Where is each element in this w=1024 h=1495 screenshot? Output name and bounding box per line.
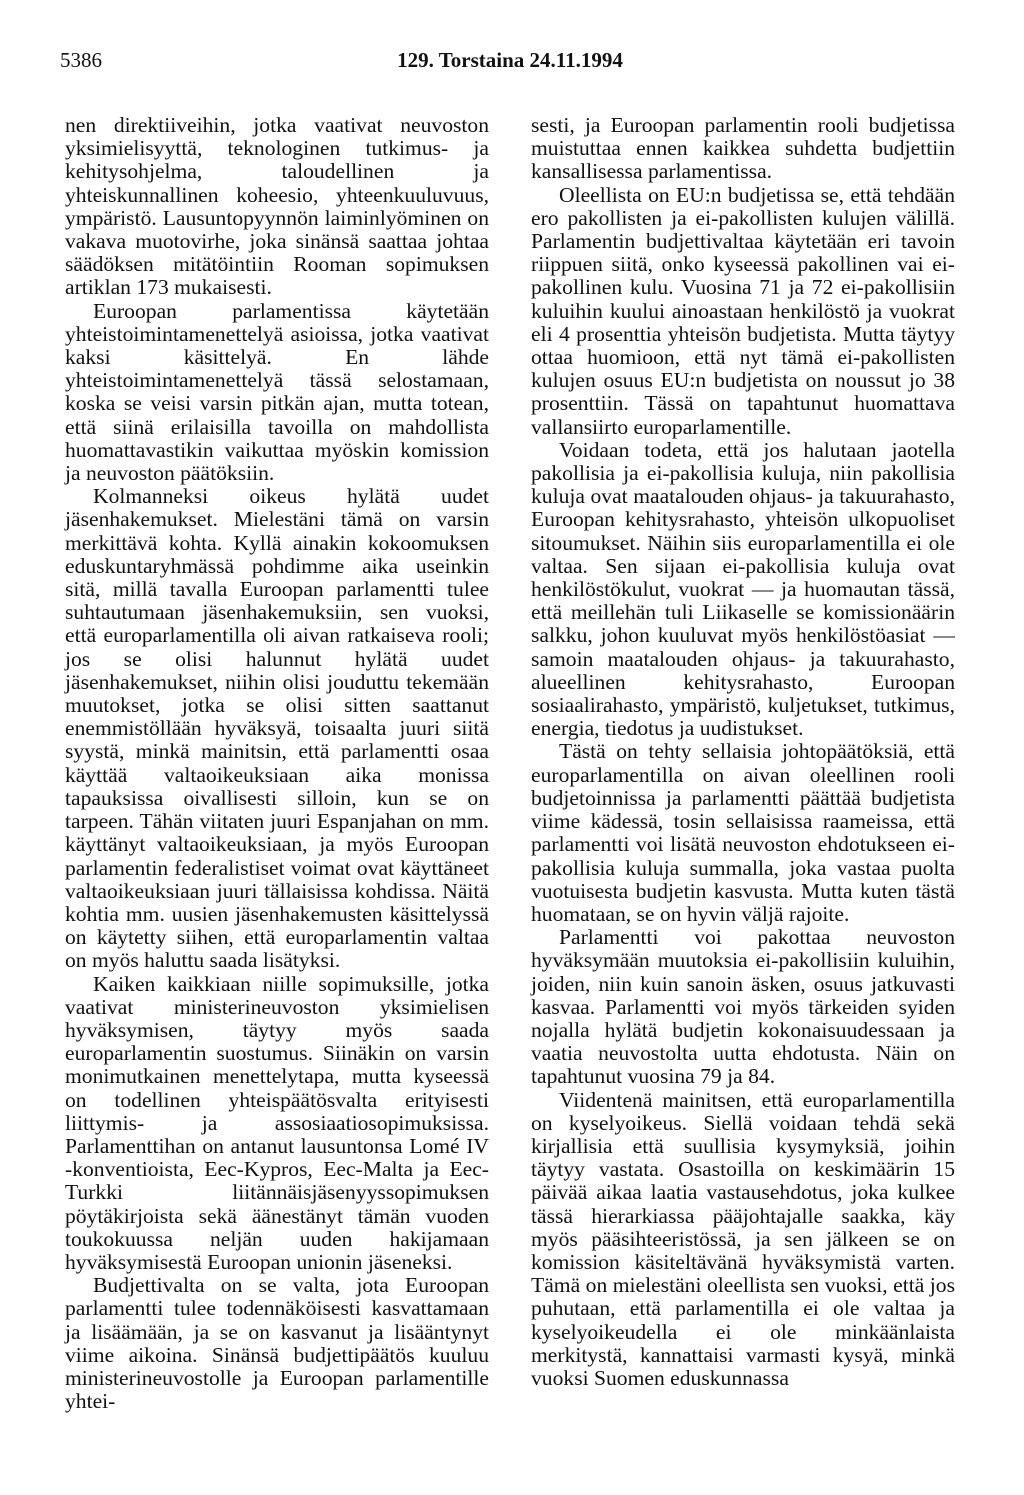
paragraph: Euroopan parlamentissa käytetään yhteistoimintamenettelyä asioissa, jotka vaativat kaksi käsittelyä. En lähde yhteistoimintamenettelyä tässä selostamaan, koska se veisi varsin pitkän ajan, mutta totean, että siinä erilaisilla tavoilla on mahdollista huomattavastikin vaikuttaa myöskin komission ja neuvoston päätöksiin. xyxy=(65,298,489,486)
page-header xyxy=(60,48,960,78)
paragraph: nen direktiiveihin, jotka vaativat neuvoston yksimielisyyttä, teknologinen tutkimus- ja kehitysohjelma, taloudellinen ja yhteiskunnallinen koheesio, yhteenkuuluvuus, ympäristö. Lausuntopyynnön laiminlyöminen on vakava muotovirhe, joka sinänsä saattaa johtaa säädöksen mitätöintiin Rooman sopimuksen artiklan 173 mukaisesti. xyxy=(65,113,489,300)
paragraph: Voidaan todeta, että jos halutaan jaotella pakollisia ja ei-pakollisia kuluja, niin pakollisia kuluja ovat maatalouden ohjaus- ja takuurahasto, Euroopan kehitysrahasto, yhteisön ulkopuoliset sitoumukset. Näihin siis europarlamentilla ei ole valtaa. Sen sijaan ei-pakollisia kuluja ovat henkilöstökulut, vuokrat — ja huomautan tässä, että meillehän tuli Liikaselle se komissionäärin salkku, johon kuuluvat myös henkilöstöasiat — samoin maatalouden ohjaus- ja takuurahasto, alueellinen kehitysrahasto, Euroopan sosiaalirahasto, ympäristö, kuljetukset, tutkimus, energia, tiedotus ja uudistukset. xyxy=(531,437,955,741)
left-column xyxy=(65,114,489,1413)
paragraph: Oleellista on EU:n budjetissa se, että tehdään ero pakollisten ja ei-pakollisten kulujen välillä. Parlamentin budjettivaltaa käytetään eri tavoin riippuen siitä, onko kyseessä pakollinen vai ei-pakollinen kulu. Vuosina 71 ja 72 ei-pakollisiin kuluihin kuului ainoastaan henkilöstö ja vuokrat eli 4 prosenttia yhteisön budjetista. Mutta täytyy ottaa huomioon, että nyt tämä ei-pakollisten kulujen osuus EU:n budjetista on noussut jo 38 prosenttiin. Tässä on tapahtunut huomattava vallansiirto europarlamentille. xyxy=(531,182,955,439)
paragraph: sesti, ja Euroopan parlamentin rooli budjetissa muistuttaa ennen kaikkea suhdetta budjettiin kansallisessa parlamentissa. xyxy=(531,113,955,184)
paragraph: Parlamentti voi pakottaa neuvoston hyväksymään muutoksia ei-pakollisiin kuluihin, joiden, niin kuin sanoin äsken, osuus jatkuvasti kasvaa. Parlamentti voi myös tärkeiden syiden nojalla hylätä budjetin kokonaisuudessaan ja vaatia neuvostolta uutta ehdotusta. Näin on tapahtunut vuosina 79 ja 84. xyxy=(531,925,955,1089)
paragraph: Tästä on tehty sellaisia johtopäätöksiä, että europarlamentilla on aivan oleellinen rooli budjetoinnissa ja parlamentti päättää budjetista viime kädessä, tosin sellaisissa raameissa, että parlamentti voi lisätä neuvoston ehdotukseen ei-pakollisia kuluja summalla, joka vastaa puolta vuotuisesta budjetin kasvusta. Mutta kuten tästä huomataan, se on hyvin väljä rajoite. xyxy=(531,739,955,926)
paragraph: Kolmanneksi oikeus hylätä uudet jäsenhakemukset. Mielestäni tämä on varsin merkittävä kohta. Kyllä ainakin kokoomuksen eduskuntaryhmässä pohdimme aika useinkin sitä, millä tavalla Euroopan parlamentti tulee suhtautumaan jäsenhakemuksiin, sen vuoksi, että europarlamentilla oli aivan ratkaiseva rooli; jos se olisi halunnut hylätä uudet jäsenhakemukset, niihin olisi jouduttu tekemään muutokset, jotka se olisi sitten saattanut enemmistöllään hyväksyä, toisaalta juuri siitä syystä, minkä mainitsin, että parlamentti osaa käyttää valtaoikeuksiaan aika monissa tapauksissa oivallisesti silloin, kun se on tarpeen. Tähän viitaten juuri Espanjahan on mm. käyttänyt valtaoikeuksiaan, ja myös Euroopan parlamentin federalistiset voimat ovat käyttäneet valtaoikeuksiaan juuri tällaisissa kohdissa. Näitä kohtia mm. uusien jäsenhakemusten käsittelyssä on käytetty siihen, että europarlamentin valtaa on myös haluttu saada lisätyksi. xyxy=(65,484,489,973)
paragraph: Viidentenä mainitsen, että europarlamentilla on kyselyoikeus. Siellä voidaan tehdä sekä kirjallisia että suullisia kysymyksiä, joihin täytyy vastata. Osastoilla on keskimäärin 15 päivää aikaa laatia vastausehdotus, joka kulkee tässä hierarkiassa pääjohtajalle saakka, käy myös pääsihteeristössä, ja sen jälkeen se on komission käsiteltävänä hyväksymistä varten. Tämä on mielestäni oleellista sen vuoksi, että jos puhutaan, että parlamentilla ei ole valtaa ja kyselyoikeudella ei ole minkäänlaista merkitystä, kannattaisi varmasti kysyä, minkä vuoksi Suomen eduskunnassa xyxy=(531,1087,955,1390)
paragraph: Budjettivalta on se valta, jota Euroopan parlamentti tulee todennäköisesti kasvattamaan ja lisäämään, ja se on kasvanut ja lisääntynyt viime aikoina. Sinänsä budjettipäätös kuuluu ministerineuvostolle ja Euroopan parlamentille yhtei- xyxy=(65,1273,489,1414)
right-column xyxy=(531,114,955,1390)
page-number: 5386 xyxy=(60,48,102,72)
session-date-title: 129. Torstaina 24.11.1994 xyxy=(397,48,623,72)
paragraph: Kaiken kaikkiaan niille sopimuksille, jotka vaativat ministerineuvoston yksimielisen hyväksymisen, täytyy myös saada europarlamentin suostumus. Siinäkin on varsin monimutkainen menettelytapa, mutta kyseessä on todellinen yhteispäätösvalta erityisesti liittymis- ja assosiaatiosopimuksissa. Parlamenttihan on antanut lausuntonsa Lomé IV -konventioista, Eec-Kypros, Eec-Malta ja Eec-Turkki liitännäisjäsenyyssopimuksen pöytäkirjoista sekä äänestänyt tämän vuoden toukokuussa neljän uuden hakijamaan hyväksymisestä Euroopan unionin jäseneksi. xyxy=(65,971,489,1274)
